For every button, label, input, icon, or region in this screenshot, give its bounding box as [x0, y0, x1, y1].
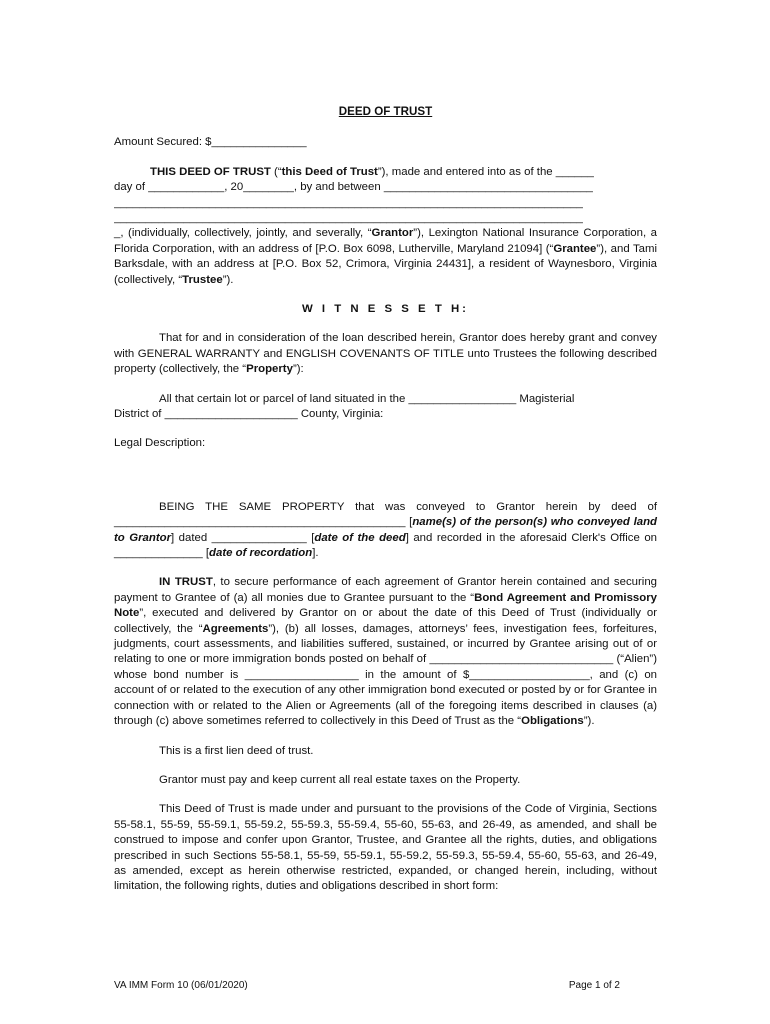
legal-description-label: Legal Description:	[114, 437, 206, 450]
first-lien-paragraph: This is a first lien deed of trust.	[159, 744, 314, 757]
intro-line-2: day of ____________, 20________, by and between _________________________________	[114, 181, 593, 194]
form-id: VA IMM Form 10 (06/01/2020)	[114, 980, 248, 991]
page-number: Page 1 of 2	[568, 980, 620, 991]
intro-line-4: __________________________________________________________________________	[114, 211, 583, 224]
obligations-term: Obligations	[521, 715, 584, 728]
bond-agreement-term: Bond Agreement and Promissory Note	[114, 591, 657, 620]
witnesseth-heading: W I T N E S S E T H:	[302, 303, 469, 315]
in-trust-paragraph: IN TRUST, to secure performance of each agreement of Grantor herein contained and securing payment to Grantee of (a) all monies due to Grantee pursuant to the “Bond Agreement and Promissory Note”, executed and delivered by Grantor on or about the date of this Deed of Trust (individually or collectively, the “Agreements”), (b) all losses, damages, attorneys’ fees, investigation fees, forfeitures, judgments, court assessments, and liabilities suffered, sustained, or incurred by Grantee arising out of or relating to one or more immigration bonds posted on behalf of _____________________________ (“Alien”) whose bond number is __________________ in the amount of $___________________, and (c) on account of or related to the execution of any other immigration bond executed or posted by or for Grantee in connection with or related to the Alien or Agreements (all of the foregoing items described in clauses (a) through (c) above sometimes referred to collectively in this Deed of Trust as the “Obligations”).	[114, 576, 657, 728]
document-page	[114, 104, 657, 909]
intro-line-3: __________________________________________________________________________	[114, 196, 583, 209]
agreements-term: Agreements	[202, 622, 269, 635]
intro-paragraph: THIS DEED OF TRUST (“this Deed of Trust”), made and entered into as of the ______ day of ____________, 20________, by and between _________________________________ __________________________________________________________________________ __________________________________________________________________________	[114, 165, 657, 227]
intro-bold-term: this Deed of Trust	[281, 165, 378, 178]
document-title: DEED OF TRUST	[338, 105, 433, 118]
parties-paragraph: _, (individually, collectively, jointly, and severally, “Grantor”), Lexington National Insurance Corporation, a Florida Corporation, with an address of [P.O. Box 6098, Lutherville, Maryland 21094] (“Grantee”), and Tami Barksdale, with an address at [P.O. Box 52, Crimora, Virginia 24431], a resident of Waynesboro, Virginia (collectively, “Trustee”).	[114, 227, 657, 286]
grantee-term: Grantee	[553, 242, 597, 255]
grantor-term: Grantor	[371, 227, 414, 240]
code-paragraph: This Deed of Trust is made under and pursuant to the provisions of the Code of Virginia, Sections 55-58.1, 55-59, 55-59.1, 55-59.2, 55-59.3, 55-59.4, 55-60, 55-63, and 26-49, as amended, and shall be construed to impose and confer upon Grantor, Trustee, and Grantee all the rights, duties, and obligations prescribed in such Sections 55-58.1, 55-59, 55-59.1, 55-59.2, 55-59.3, 55-59.4, 55-60, 55-63, and 26-49, as amended, except as herein otherwise restricted, expanded, or changed herein, including, without limitation, the following rights, duties and obligations described in short form:	[114, 803, 657, 893]
trustee-term: Trustee	[182, 273, 223, 286]
property-term: Property	[246, 363, 293, 376]
in-trust-lead: IN TRUST	[159, 576, 213, 589]
amount-secured: Amount Secured: $_______________	[114, 136, 307, 149]
lot-paragraph: All that certain lot or parcel of land situated in the _________________ Magisterial District of _____________________ County, Virginia:	[114, 392, 575, 421]
page-footer	[114, 980, 620, 991]
taxes-paragraph: Grantor must pay and keep current all real estate taxes on the Property.	[159, 773, 521, 786]
consideration-paragraph: That for and in consideration of the loan described herein, Grantor does hereby grant and convey with GENERAL WARRANTY and ENGLISH COVENANTS OF TITLE unto Trustees the following described property (collectively, the “Property”):	[114, 332, 657, 376]
being-paragraph: BEING THE SAME PROPERTY that was conveyed to Grantor herein by deed of ______________________________________________ [name(s) of the person(s) who conveyed land to Grantor] dated _______________ [date of the deed] and recorded in the aforesaid Clerk's Office on ______________ [date of recordation].	[114, 500, 657, 560]
intro-lead: THIS DEED OF TRUST	[150, 165, 271, 178]
